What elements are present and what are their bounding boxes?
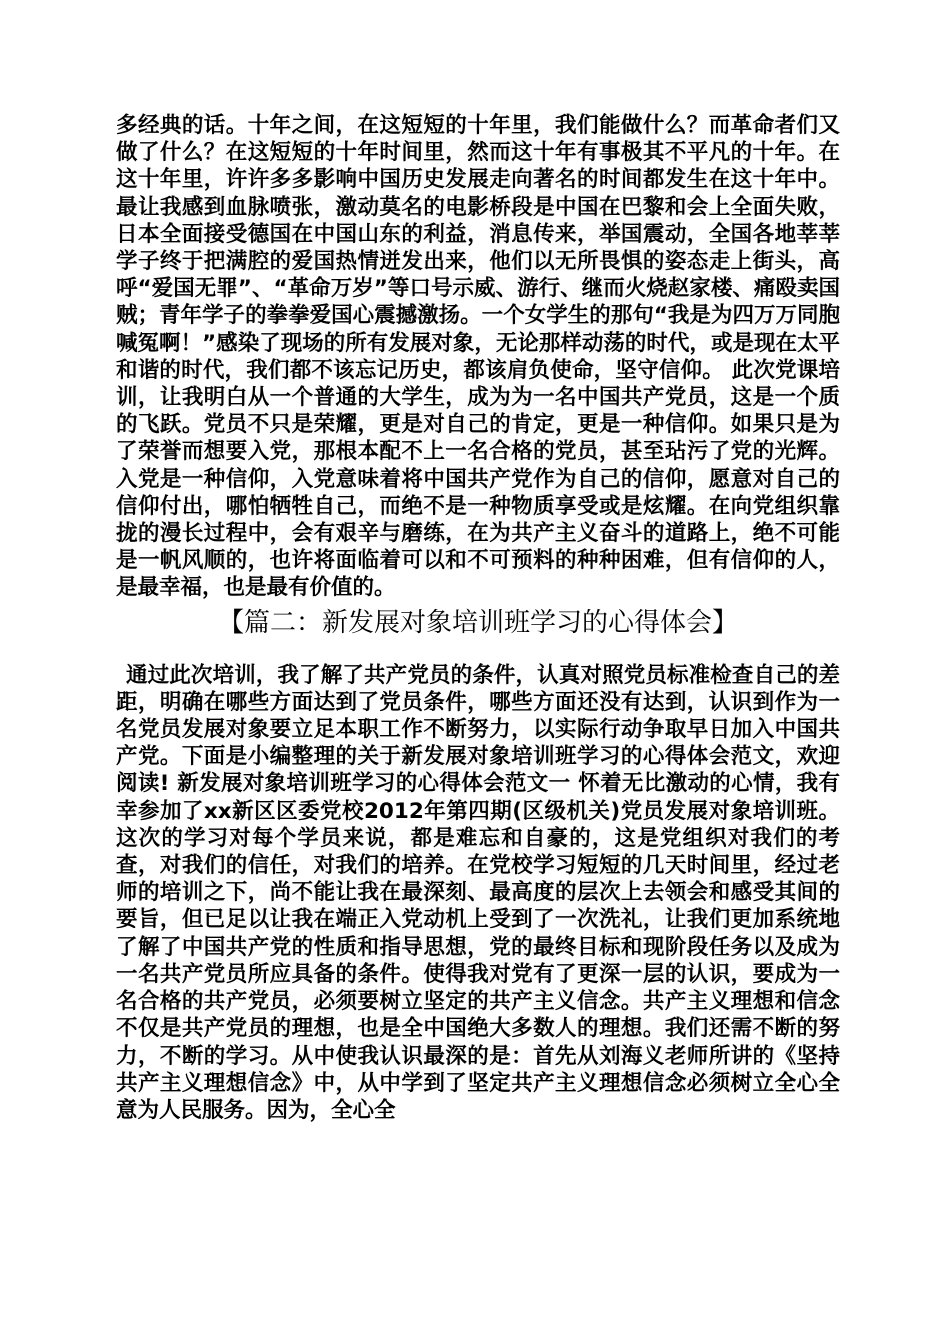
body-paragraph-two: 通过此次培训，我了解了共产党员的条件，认真对照党员标准检查自己的差距，明确在哪些方面达到了党员条件，哪些方面还没有达到，认识到作为一名党员发展对象要立足本职工作不断努力，以实际行动争取早日加入中国共产党。下面是小编整理的关于新发展对象培训班学习的心得体会范文，欢迎阅读! 新发展对象培训班学习的心得体会范文一 怀着无比激动的心情，我有幸参加了xx新区区委党校2012年第四期(区级机关)党员发展对象培训班。这次的学习对每个学员来说，都是难忘和自豪的，这是党组织对我们的考查，对我们的信任，对我们的培养。在党校学习短短的几天时间里，经过老师的培训之下，尚不能让我在最深刻、最高度的层次上去领会和感受其间的要旨，但已足以让我在端正入党动机上受到了一次洗礼，让我们更加系统地了解了中国共产党的性质和指导思想，党的最终目标和现阶段任务以及成为一名共产党员所应具备的条件。使得我对党有了更深一层的认识，要成为一名合格的共产党员，必须要树立坚定的共产主义信念。共产主义理想和信念不仅是共产党员的理想，也是全中国绝大多数人的理想。我们还需不断的努力，不断的学习。从中使我认识最深的是：首先从刘海义老师所讲的《坚持共产主义理想信念》中，从中学到了坚定共产主义理想信念必须树立全心全意为人民服务。因为，全心全 (116, 662, 840, 1123)
section-heading: 【篇二：新发展对象培训班学习的心得体会】 (217, 607, 738, 638)
body-paragraph-one: 多经典的话。十年之间，在这短短的十年里，我们能做什么？而革命者们又做了什么？在这短短的十年时间里，然而这十年有事极其不平凡的十年。在这十年里，许许多多影响中国历史发展走向著名的时间都发生在这十年中。最让我感到血脉喷张，激动莫名的电影桥段是中国在巴黎和会上全面失败，日本全面接受德国在中国山东的利益，消息传来，举国震动，全国各地莘莘学子终于把满腔的爱国热情迸发出来，他们以无所畏惧的姿态走上街头，高呼“爱国无罪”、“革命万岁”等口号示威、游行、继而火烧赵家楼、痛殴卖国贼；青年学子的拳拳爱国心震撼激扬。一个女学生的那句“我是为四万万同胞喊冤啊！”感染了现场的所有发展对象，无论那样动荡的时代，或是现在太平和谐的时代，我们都不该忘记历史，都该肩负使命，坚守信仰。 此次党课培训，让我明白从一个普通的大学生，成为为一名中国共产党员，这是一个质的飞跃。党员不只是荣耀，更是对自己的肯定，更是一种信仰。如果只是为了荣誉而想要入党，那根本配不上一名合格的党员，甚至玷污了党的光辉。入党是一种信仰，入党意味着将中国共产党作为自己的信仰，愿意对自己的信仰付出，哪怕牺牲自己，而绝不是一种物质享受或是炫耀。在向党组织靠拢的漫长过程中，会有艰辛与磨练，在为共产主义奋斗的道路上，绝不可能是一帆风顺的，也许将面临着可以和不可预料的种种困难，但有信仰的人，是最幸福，也是最有价值的。 (116, 113, 840, 601)
document-page (116, 112, 840, 1124)
